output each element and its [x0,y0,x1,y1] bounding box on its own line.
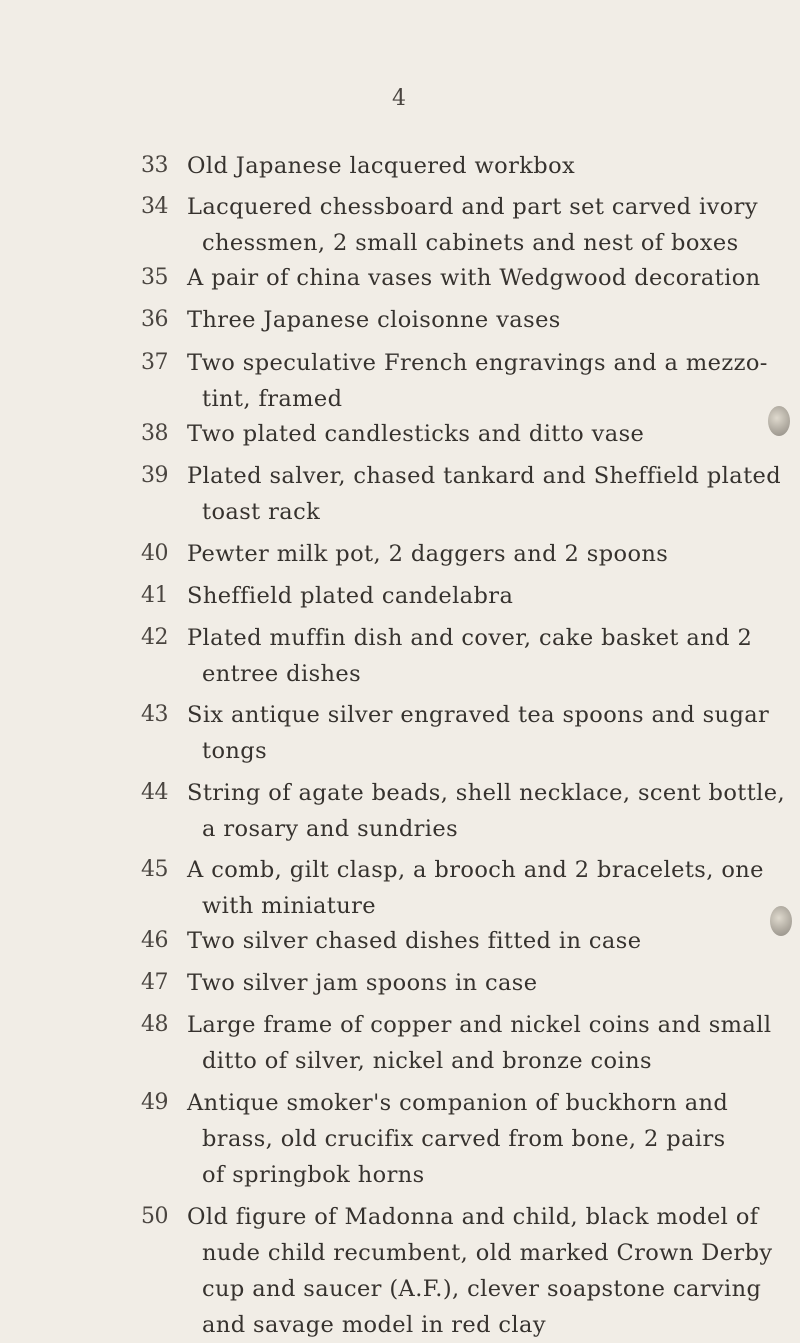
lot-description-line: tongs [202,738,268,764]
lot-number: 46 [141,928,168,953]
lot-description-line: Two plated candlesticks and ditto vase [187,421,645,447]
lot-description-line: toast rack [202,499,321,525]
lot-number: 41 [141,583,168,608]
lot-number: 37 [141,350,168,375]
lot-description-line: Lacquered chessboard and part set carved ivory [187,194,758,220]
lot-description [187,1199,773,1343]
lot-number: 39 [141,463,168,488]
lot-number: 49 [141,1090,168,1115]
lot-description-line: chessmen, 2 small cabinets and nest of boxes [202,230,739,256]
lot-description-line: Three Japanese cloisonne vases [187,307,561,333]
lot-description-line: Six antique silver engraved tea spoons and sugar [187,702,770,728]
binding-mark-bottom [770,906,792,936]
lot-number: 43 [141,702,168,727]
lot-description [187,1007,772,1079]
lot-number: 50 [141,1204,168,1229]
binding-mark-top [768,406,790,436]
lot-description-line: String of agate beads, shell necklace, scent bottle, [187,780,786,806]
lot-number: 48 [141,1012,168,1037]
lot-description-line: with miniature [202,893,376,919]
lot-description [187,852,764,924]
lot-description [187,1085,747,1193]
lot-description-line: cup and saucer (A.F.), clever soapstone carving [202,1276,762,1302]
lot-description-line: Two silver jam spoons in case [187,970,538,996]
lot-description-line: A pair of china vases with Wedgwood decoration [187,265,761,291]
lot-description-line: Antique smoker's companion of buckhorn and [187,1090,729,1116]
lot-description-line: Two speculative French engravings and a mezzo- [187,350,768,376]
lot-number: 38 [141,421,168,446]
lot-description-line: ditto of silver, nickel and bronze coins [202,1048,652,1074]
lot-description-line: and savage model in red clay [202,1312,546,1338]
lot-description-line: Two silver chased dishes fitted in case [187,928,642,954]
lot-description [187,302,747,338]
lot-description-line: A comb, gilt clasp, a brooch and 2 bracelets, one [187,857,764,883]
lot-description [187,965,747,1001]
lot-description [187,458,782,530]
lot-number: 42 [141,625,168,650]
lot-number: 35 [141,265,168,290]
lot-number: 47 [141,970,168,995]
lot-description-line: Plated salver, chased tankard and Sheffield plated [187,463,782,489]
lot-description-line: nude child recumbent, old marked Crown Derby [202,1240,773,1266]
lot-description [187,620,753,692]
lot-number: 44 [141,780,168,805]
lot-description [187,416,747,452]
lot-description [187,148,747,184]
lot-description [187,775,786,847]
lot-description-line: Pewter milk pot, 2 daggers and 2 spoons [187,541,669,567]
lot-description-line: a rosary and sundries [202,816,459,842]
lot-number: 40 [141,541,168,566]
lot-description-line: Large frame of copper and nickel coins and small [187,1012,772,1038]
lot-description-line: Plated muffin dish and cover, cake basket and 2 [187,625,753,651]
lot-description [187,260,761,296]
lot-number: 45 [141,857,168,882]
lot-description [187,189,758,261]
page-number: 4 [392,86,406,111]
lot-description [187,345,768,417]
lot-description [187,923,747,959]
lot-description-line: of springbok horns [202,1162,425,1188]
lot-description-line: Old Japanese lacquered workbox [187,153,576,179]
lot-number: 36 [141,307,168,332]
lot-description-line: entree dishes [202,661,362,687]
lot-description [187,536,747,572]
lot-number: 34 [141,194,168,219]
lot-number: 33 [141,153,168,178]
lot-description-line: brass, old crucifix carved from bone, 2 pairs [202,1126,726,1152]
lot-description-line: Old figure of Madonna and child, black model of [187,1204,759,1230]
lot-description-line: Sheffield plated candelabra [187,583,514,609]
lot-description [187,697,770,769]
lot-description-line: tint, framed [202,386,343,412]
lot-description [187,578,747,614]
